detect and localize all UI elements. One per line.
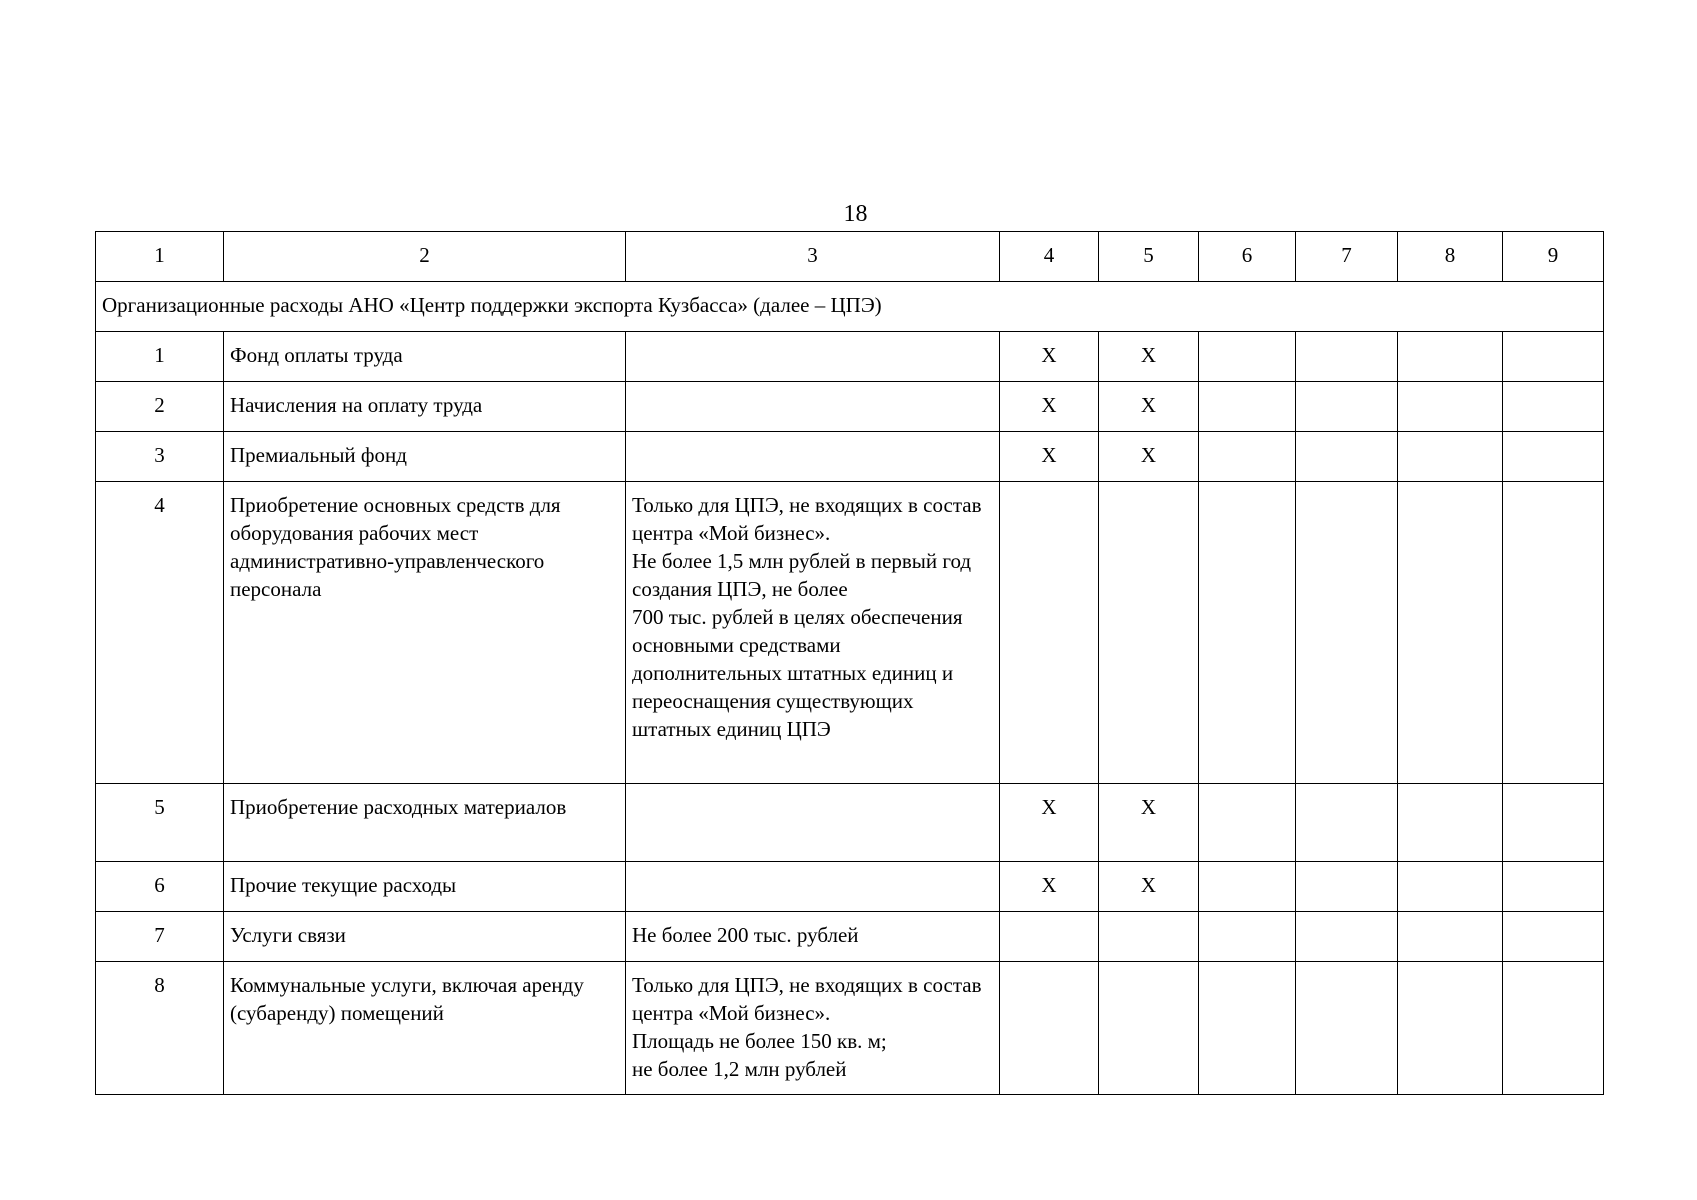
cell-col-4 [1000,912,1099,962]
cell-col-5: X [1099,432,1199,482]
table-row [96,382,1604,432]
cell-col-4: X [1000,862,1099,912]
cell-col-7 [1296,912,1398,962]
cell-col-7 [1296,482,1398,784]
table-row [96,432,1604,482]
cell-col-6 [1199,962,1296,1095]
cell-col-5: X [1099,862,1199,912]
cell-col-7 [1296,382,1398,432]
expense-note [626,332,1000,382]
cell-col-4: X [1000,382,1099,432]
cell-col-6 [1199,784,1296,862]
row-number: 5 [96,784,224,862]
cell-col-7 [1296,432,1398,482]
expense-name: Премиальный фонд [224,432,626,482]
table-row [96,332,1604,382]
row-number: 8 [96,962,224,1095]
expense-note [626,382,1000,432]
expense-note: Только для ЦПЭ, не входящих в состав центра «Мой бизнес». Не более 1,5 млн рублей в первый год создания ЦПЭ, не более 700 тыс. рублей в целях обеспечения основными средствами дополнительных штатных единиц и переоснащения существующих штатных единиц ЦПЭ [626,482,1000,784]
cell-col-4 [1000,482,1099,784]
cell-col-4: X [1000,432,1099,482]
cell-col-6 [1199,912,1296,962]
expense-name: Прочие текущие расходы [224,862,626,912]
expense-note [626,862,1000,912]
expense-note [626,432,1000,482]
column-header-8: 8 [1398,232,1503,282]
cell-col-6 [1199,432,1296,482]
cell-col-8 [1398,912,1503,962]
cell-col-7 [1296,332,1398,382]
table-row [96,912,1604,962]
row-number: 6 [96,862,224,912]
column-header-7: 7 [1296,232,1398,282]
cell-col-5 [1099,962,1199,1095]
cell-col-6 [1199,332,1296,382]
expense-note: Не более 200 тыс. рублей [626,912,1000,962]
cell-col-5 [1099,482,1199,784]
column-header-4: 4 [1000,232,1099,282]
row-number: 2 [96,382,224,432]
section-title: Организационные расходы АНО «Центр поддержки экспорта Кузбасса» (далее – ЦПЭ) [96,282,1604,332]
page-number: 18 [843,201,868,227]
expense-note: Только для ЦПЭ, не входящих в состав центра «Мой бизнес». Площадь не более 150 кв. м; не более 1,2 млн рублей [626,962,1000,1095]
table-row [96,862,1604,912]
expense-note [626,784,1000,862]
cell-col-6 [1199,382,1296,432]
cell-col-9 [1503,862,1604,912]
cell-col-8 [1398,482,1503,784]
expense-name: Услуги связи [224,912,626,962]
cell-col-7 [1296,962,1398,1095]
cell-col-9 [1503,382,1604,432]
row-number: 3 [96,432,224,482]
cell-col-6 [1199,482,1296,784]
column-header-6: 6 [1199,232,1296,282]
table-row [96,784,1604,862]
cell-col-9 [1503,912,1604,962]
cell-col-8 [1398,382,1503,432]
column-header-2: 2 [224,232,626,282]
cell-col-4: X [1000,784,1099,862]
header-row [96,232,1604,282]
column-header-1: 1 [96,232,224,282]
cell-col-5 [1099,912,1199,962]
cell-col-5: X [1099,382,1199,432]
expense-table [95,231,1604,1095]
expense-name: Коммунальные услуги, включая аренду (субаренду) помещений [224,962,626,1095]
cell-col-9 [1503,784,1604,862]
table-row [96,962,1604,1095]
cell-col-8 [1398,862,1503,912]
cell-col-7 [1296,784,1398,862]
row-number: 4 [96,482,224,784]
cell-col-9 [1503,432,1604,482]
cell-col-8 [1398,962,1503,1095]
cell-col-5: X [1099,332,1199,382]
column-header-9: 9 [1503,232,1604,282]
cell-col-8 [1398,784,1503,862]
cell-col-6 [1199,862,1296,912]
cell-col-8 [1398,332,1503,382]
cell-col-9 [1503,482,1604,784]
row-number: 7 [96,912,224,962]
cell-col-8 [1398,432,1503,482]
expense-name: Начисления на оплату труда [224,382,626,432]
cell-col-9 [1503,962,1604,1095]
table-row [96,482,1604,784]
section-row [96,282,1604,332]
row-number: 1 [96,332,224,382]
cell-col-4 [1000,962,1099,1095]
cell-col-7 [1296,862,1398,912]
expense-name: Приобретение расходных материалов [224,784,626,862]
cell-col-5: X [1099,784,1199,862]
column-header-3: 3 [626,232,1000,282]
cell-col-4: X [1000,332,1099,382]
expense-name: Фонд оплаты труда [224,332,626,382]
column-header-5: 5 [1099,232,1199,282]
cell-col-9 [1503,332,1604,382]
expense-name: Приобретение основных средств для оборудования рабочих мест административно-управленческого персонала [224,482,626,784]
